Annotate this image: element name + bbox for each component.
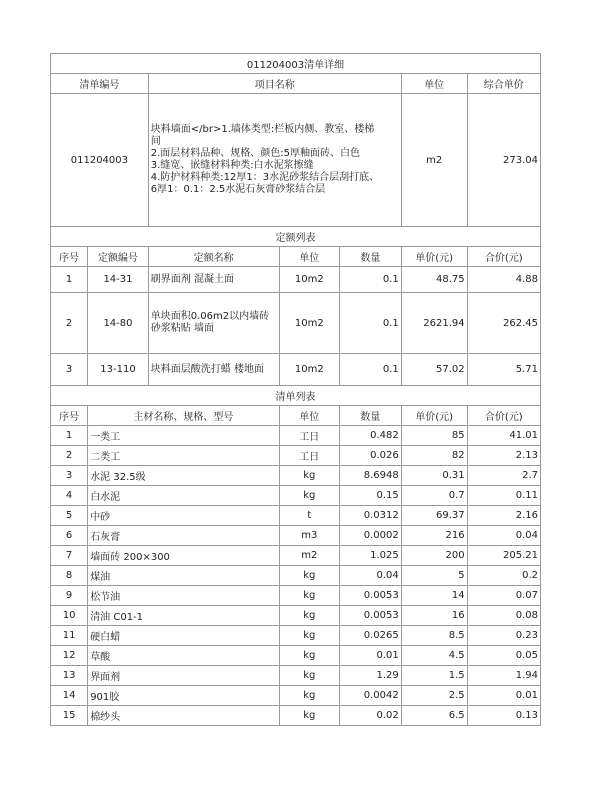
material-qty: 0.0265 [340, 626, 402, 646]
quota-price: 57.02 [401, 354, 467, 386]
materials-header-cell: 数量 [340, 406, 402, 426]
material-no: 10 [51, 606, 88, 626]
quota-unit: 10m2 [279, 354, 340, 386]
material-total: 0.2 [467, 566, 540, 586]
material-unit: m2 [279, 546, 340, 566]
material-qty: 0.15 [340, 486, 402, 506]
quota-header-cell: 定额编号 [88, 247, 149, 267]
material-no: 8 [51, 566, 88, 586]
material-qty: 0.04 [340, 566, 402, 586]
material-no: 7 [51, 546, 88, 566]
material-no: 2 [51, 446, 88, 466]
material-total: 0.01 [467, 686, 540, 706]
material-total: 0.05 [467, 646, 540, 666]
material-row [51, 446, 541, 466]
material-name: 墙面砖 200×300 [88, 546, 279, 566]
quota-price: 2621.94 [401, 293, 467, 354]
material-total: 0.04 [467, 526, 540, 546]
price-header: 综合单价 [467, 74, 540, 94]
materials-header-cell: 单位 [279, 406, 340, 426]
material-qty: 0.0053 [340, 606, 402, 626]
material-price: 200 [401, 546, 467, 566]
material-unit: kg [279, 666, 340, 686]
quota-unit: 10m2 [279, 267, 340, 293]
bill-item-row [51, 94, 541, 227]
material-row [51, 566, 541, 586]
quota-code: 14-80 [88, 293, 149, 354]
material-name: 一类工 [88, 426, 279, 446]
material-unit: t [279, 506, 340, 526]
materials-header-row [51, 406, 541, 426]
quota-name: 单块面积0.06m2以内墙砖砂浆粘贴 墙面 [148, 293, 279, 354]
materials-header-cell: 主材名称、规格、型号 [88, 406, 279, 426]
material-qty: 0.0312 [340, 506, 402, 526]
material-unit: 工日 [279, 426, 340, 446]
material-name: 硬白蜡 [88, 626, 279, 646]
material-price: 69.37 [401, 506, 467, 526]
material-qty: 0.01 [340, 646, 402, 666]
material-total: 0.07 [467, 586, 540, 606]
material-total: 205.21 [467, 546, 540, 566]
table-title: 011204003清单详细 [51, 54, 541, 74]
material-price: 6.5 [401, 706, 467, 726]
material-row [51, 506, 541, 526]
material-total: 0.13 [467, 706, 540, 726]
material-name: 清油 C01-1 [88, 606, 279, 626]
item-code: 011204003 [51, 94, 149, 227]
code-header: 清单编号 [51, 74, 149, 94]
material-name: 二类工 [88, 446, 279, 466]
material-price: 0.31 [401, 466, 467, 486]
material-total: 2.16 [467, 506, 540, 526]
quota-qty: 0.1 [340, 354, 402, 386]
material-name: 棉纱头 [88, 706, 279, 726]
material-qty: 0.0042 [340, 686, 402, 706]
description-line: 间 [150, 136, 161, 147]
material-name: 石灰膏 [88, 526, 279, 546]
material-price: 1.5 [401, 666, 467, 686]
material-qty: 0.0053 [340, 586, 402, 606]
material-unit: kg [279, 626, 340, 646]
material-qty: 1.29 [340, 666, 402, 686]
material-price: 2.5 [401, 686, 467, 706]
material-price: 216 [401, 526, 467, 546]
material-total: 0.08 [467, 606, 540, 626]
name-header: 项目名称 [148, 74, 401, 94]
quota-total: 262.45 [467, 293, 540, 354]
material-total: 41.01 [467, 426, 540, 446]
material-no: 3 [51, 466, 88, 486]
material-unit: kg [279, 706, 340, 726]
item-price: 273.04 [467, 94, 540, 227]
material-row [51, 606, 541, 626]
material-qty: 0.026 [340, 446, 402, 466]
material-unit: kg [279, 486, 340, 506]
material-no: 4 [51, 486, 88, 506]
material-unit: kg [279, 586, 340, 606]
quota-header-row [51, 247, 541, 267]
material-name: 901胶 [88, 686, 279, 706]
materials-header-cell: 单价(元) [401, 406, 467, 426]
material-name: 松节油 [88, 586, 279, 606]
material-qty: 1.025 [340, 546, 402, 566]
unit-header: 单位 [401, 74, 467, 94]
bill-header-row [51, 74, 541, 94]
quota-section-title: 定额列表 [51, 227, 541, 247]
material-price: 14 [401, 586, 467, 606]
material-price: 0.7 [401, 486, 467, 506]
material-no: 5 [51, 506, 88, 526]
quota-row [51, 354, 541, 386]
material-qty: 0.0002 [340, 526, 402, 546]
material-row [51, 586, 541, 606]
material-qty: 0.02 [340, 706, 402, 726]
material-name: 白水泥 [88, 486, 279, 506]
material-name: 水泥 32.5级 [88, 466, 279, 486]
quota-qty: 0.1 [340, 293, 402, 354]
material-name: 草酸 [88, 646, 279, 666]
material-unit: kg [279, 606, 340, 626]
material-row [51, 466, 541, 486]
quota-header-cell: 定额名称 [148, 247, 279, 267]
material-unit: kg [279, 686, 340, 706]
material-row [51, 646, 541, 666]
material-price: 4.5 [401, 646, 467, 666]
quota-header-cell: 序号 [51, 247, 88, 267]
material-row [51, 706, 541, 726]
description-line: 4.防护材料种类:12厚1：3水泥砂浆结合层刮打底、 [150, 172, 380, 183]
material-no: 1 [51, 426, 88, 446]
materials-header-cell: 合价(元) [467, 406, 540, 426]
material-unit: kg [279, 566, 340, 586]
material-no: 12 [51, 646, 88, 666]
material-qty: 0.482 [340, 426, 402, 446]
quota-header-cell: 单价(元) [401, 247, 467, 267]
material-total: 1.94 [467, 666, 540, 686]
material-qty: 8.6948 [340, 466, 402, 486]
description-line: 6厚1：0.1：2.5水泥石灰膏砂浆结合层 [150, 184, 326, 195]
material-row [51, 426, 541, 446]
material-name: 煤油 [88, 566, 279, 586]
material-no: 11 [51, 626, 88, 646]
quota-header-cell: 合价(元) [467, 247, 540, 267]
quota-total: 4.88 [467, 267, 540, 293]
description-line: 2.面层材料品种、规格、颜色:5厚釉面砖、白色 [150, 148, 361, 159]
description-line: 块料墙面</br>1.墙体类型:栏板内侧、教室、楼梯 [150, 124, 375, 135]
material-price: 16 [401, 606, 467, 626]
material-no: 13 [51, 666, 88, 686]
material-no: 6 [51, 526, 88, 546]
quota-no: 3 [51, 354, 88, 386]
item-description [148, 94, 401, 227]
quota-code: 13-110 [88, 354, 149, 386]
quota-no: 1 [51, 267, 88, 293]
material-row [51, 546, 541, 566]
description-line: 3.缝宽、嵌缝材料种类:白水泥浆擦缝 [150, 160, 314, 171]
material-total: 2.7 [467, 466, 540, 486]
material-unit: kg [279, 466, 340, 486]
material-price: 82 [401, 446, 467, 466]
material-price: 5 [401, 566, 467, 586]
material-no: 14 [51, 686, 88, 706]
material-row [51, 526, 541, 546]
quota-code: 14-31 [88, 267, 149, 293]
material-row [51, 666, 541, 686]
quota-header-cell: 数量 [340, 247, 402, 267]
material-name: 中砂 [88, 506, 279, 526]
quota-qty: 0.1 [340, 267, 402, 293]
material-unit: m3 [279, 526, 340, 546]
quota-header-cell: 单位 [279, 247, 340, 267]
materials-section-title: 清单列表 [51, 386, 541, 406]
material-row [51, 486, 541, 506]
material-total: 0.11 [467, 486, 540, 506]
material-unit: kg [279, 646, 340, 666]
quota-row [51, 267, 541, 293]
quota-row [51, 293, 541, 354]
quota-no: 2 [51, 293, 88, 354]
item-unit: m2 [401, 94, 467, 227]
quota-price: 48.75 [401, 267, 467, 293]
material-price: 85 [401, 426, 467, 446]
material-no: 9 [51, 586, 88, 606]
bill-detail-table [50, 53, 541, 726]
material-price: 8.5 [401, 626, 467, 646]
material-row [51, 626, 541, 646]
material-row [51, 686, 541, 706]
material-total: 2.13 [467, 446, 540, 466]
material-total: 0.23 [467, 626, 540, 646]
quota-unit: 10m2 [279, 293, 340, 354]
material-unit: 工日 [279, 446, 340, 466]
material-no: 15 [51, 706, 88, 726]
materials-header-cell: 序号 [51, 406, 88, 426]
quota-name: 块料面层酸洗打蜡 楼地面 [148, 354, 279, 386]
quota-name: 刷界面剂 混凝土面 [148, 267, 279, 293]
quota-total: 5.71 [467, 354, 540, 386]
material-name: 界面剂 [88, 666, 279, 686]
